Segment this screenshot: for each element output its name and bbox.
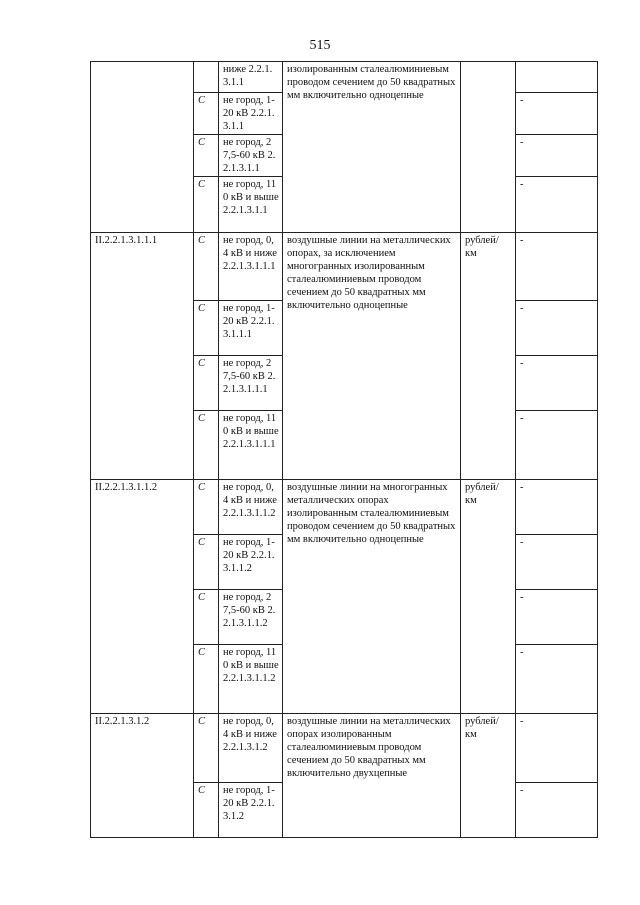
row-description: воздушные линии на многогранных металлических опорах изолированным сталеалюминиевым проводом сечением до 50 квадратных мм включительно одноцепные [283, 480, 461, 714]
row-unit: рублей/ км [461, 480, 516, 714]
row-condition: не город, 1-20 кВ 2.2.1.3.1.1 [219, 93, 283, 135]
row-value: - [516, 233, 598, 301]
row-letter: С [194, 177, 219, 233]
row-condition: не город, 27,5-60 кВ 2.2.1.3.1.1.1 [219, 356, 283, 411]
row-letter: С [194, 233, 219, 301]
row-condition: не город, 110 кВ и выше 2.2.1.3.1.1 [219, 177, 283, 233]
row-letter: С [194, 535, 219, 590]
row-value: - [516, 411, 598, 480]
row-description: воздушные линии на металлических опорах изолированным сталеалюминиевым проводом сечением до 50 квадратных мм включительно двухцепные [283, 714, 461, 838]
row-letter: С [194, 590, 219, 645]
row-letter: С [194, 480, 219, 535]
row-code: II.2.2.1.3.1.2 [91, 714, 194, 838]
row-unit: рублей/ км [461, 233, 516, 480]
row-condition: не город, 1-20 кВ 2.2.1.3.1.1.2 [219, 535, 283, 590]
row-condition: не город, 0,4 кВ и ниже2.2.1.3.1.1.2 [219, 480, 283, 535]
row-value [516, 62, 598, 93]
table-row [91, 714, 598, 783]
row-code [91, 62, 194, 233]
row-value: - [516, 135, 598, 177]
row-value: - [516, 590, 598, 645]
row-value: - [516, 356, 598, 411]
row-description: изолированным сталеалюминиевым проводом сечением до 50 квадратных мм включительно одноцепные [283, 62, 461, 233]
table-row [91, 62, 598, 93]
page-number: 515 [309, 38, 331, 53]
row-condition: не город, 110 кВ и выше 2.2.1.3.1.1.2 [219, 645, 283, 714]
row-value: - [516, 177, 598, 233]
row-letter: С [194, 93, 219, 135]
row-unit [461, 62, 516, 233]
row-condition: ниже 2.2.1.3.1.1 [219, 62, 283, 93]
row-unit: рублей/ км [461, 714, 516, 838]
row-condition: не город, 27,5-60 кВ 2.2.1.3.1.1 [219, 135, 283, 177]
row-description: воздушные линии на металлических опорах, за исключением многогранных изолированным сталеалюминиевым проводом сечением до 50 квадратных мм включительно одноцепные [283, 233, 461, 480]
row-value: - [516, 93, 598, 135]
row-condition: не город, 0,4 кВ и ниже 2.2.1.3.1.2 [219, 714, 283, 783]
row-letter: С [194, 714, 219, 783]
row-letter: С [194, 411, 219, 480]
table-row [91, 233, 598, 301]
row-letter: С [194, 783, 219, 838]
row-condition: не город, 27,5-60 кВ 2.2.1.3.1.1.2 [219, 590, 283, 645]
row-value: - [516, 645, 598, 714]
row-code: II.2.2.1.3.1.1.2 [91, 480, 194, 714]
row-value: - [516, 301, 598, 356]
row-letter [194, 62, 219, 93]
row-condition: не город, 1-20 кВ 2.2.1.3.1.1.1 [219, 301, 283, 356]
row-value: - [516, 480, 598, 535]
row-value: - [516, 714, 598, 783]
tariff-table [90, 61, 598, 838]
row-condition: не город, 110 кВ и выше 2.2.1.3.1.1.1 [219, 411, 283, 480]
row-letter: С [194, 135, 219, 177]
row-letter: С [194, 645, 219, 714]
row-value: - [516, 783, 598, 838]
table-row [91, 480, 598, 535]
row-condition: не город, 1-20 кВ 2.2.1.3.1.2 [219, 783, 283, 838]
row-value: - [516, 535, 598, 590]
row-letter: С [194, 301, 219, 356]
row-code: II.2.2.1.3.1.1.1 [91, 233, 194, 480]
row-letter: С [194, 356, 219, 411]
row-condition: не город, 0,4 кВ и ниже 2.2.1.3.1.1.1 [219, 233, 283, 301]
